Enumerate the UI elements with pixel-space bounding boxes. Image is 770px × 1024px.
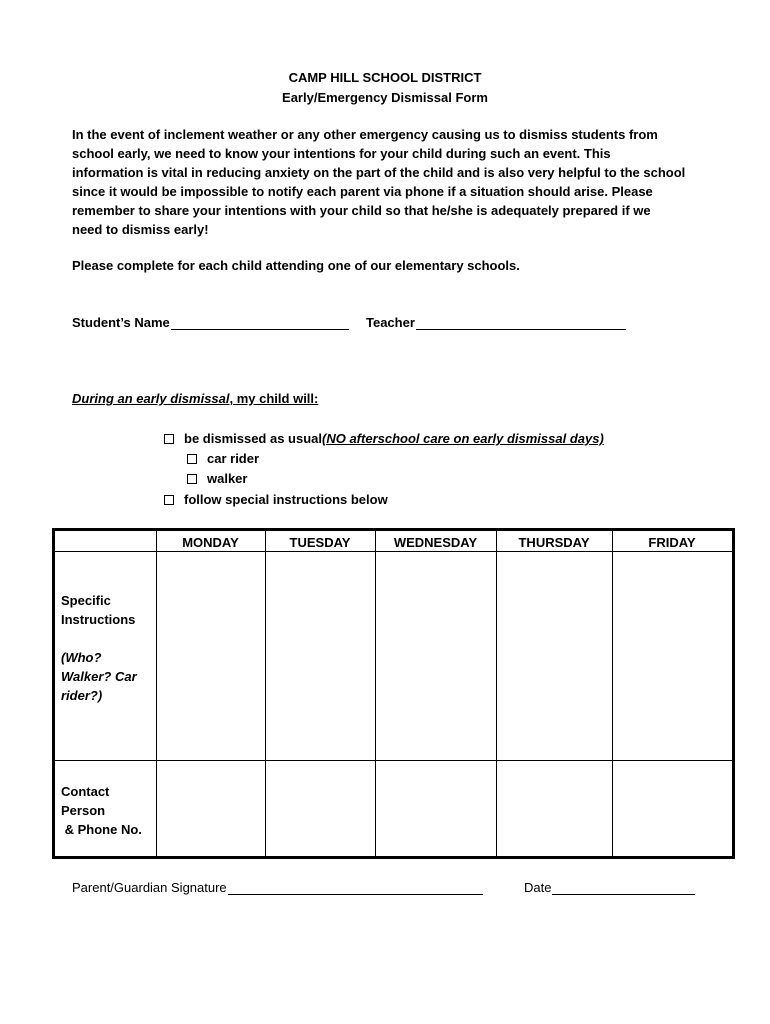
- option-car-rider[interactable]: [187, 451, 259, 466]
- checkbox-walker[interactable]: [187, 474, 197, 484]
- row-note-line: Walker? Car: [61, 669, 137, 684]
- checkbox-special[interactable]: [164, 495, 174, 505]
- teacher-blank[interactable]: [416, 316, 626, 330]
- day-header-wednesday: WEDNESDAY: [393, 535, 478, 550]
- dismissal-heading-rest: , my child will:: [229, 391, 319, 406]
- dismissal-heading: [72, 391, 318, 406]
- table-divider: [496, 531, 497, 856]
- teacher-field[interactable]: [366, 315, 626, 330]
- option-car-rider-label: car rider: [207, 451, 260, 466]
- option-walker[interactable]: [187, 471, 247, 486]
- row-label-line: Instructions: [61, 612, 136, 627]
- form-title: Early/Emergency Dismissal Form: [282, 90, 488, 105]
- district-name: CAMP HILL SCHOOL DISTRICT: [288, 70, 482, 85]
- table-divider: [265, 531, 266, 856]
- day-header-tuesday: TUESDAY: [289, 535, 351, 550]
- signature-field[interactable]: [72, 880, 483, 895]
- row-label-line: Person: [61, 803, 106, 818]
- row-label-instructions: [61, 591, 156, 705]
- complete-note: Please complete for each child attending one of our elementary schools.: [72, 258, 520, 273]
- row-label-contact: [61, 782, 156, 839]
- checkbox-usual[interactable]: [164, 434, 174, 444]
- option-special[interactable]: [164, 492, 388, 507]
- checkbox-car-rider[interactable]: [187, 454, 197, 464]
- option-usual-label: be dismissed as usual: [184, 431, 323, 446]
- date-blank[interactable]: [552, 881, 695, 895]
- row-label-line: Contact: [61, 784, 110, 799]
- row-note-line: (Who?: [61, 650, 102, 665]
- row-label-line: Specific: [61, 593, 111, 608]
- option-walker-label: walker: [207, 471, 248, 486]
- schedule-table: [52, 528, 735, 859]
- date-field[interactable]: [524, 880, 695, 895]
- option-special-label: follow special instructions below: [184, 492, 388, 507]
- signature-blank[interactable]: [228, 881, 483, 895]
- day-header-thursday: THURSDAY: [518, 535, 590, 550]
- date-label: Date: [524, 880, 552, 895]
- day-header-monday: MONDAY: [182, 535, 239, 550]
- student-name-label: Student’s Name: [72, 315, 170, 330]
- option-usual[interactable]: [164, 431, 604, 446]
- teacher-label: Teacher: [366, 315, 415, 330]
- day-header-friday: FRIDAY: [648, 535, 696, 550]
- table-divider: [156, 531, 157, 856]
- signature-label: Parent/Guardian Signature: [72, 880, 227, 895]
- table-divider: [612, 531, 613, 856]
- option-usual-note: (NO afterschool care on early dismissal days): [322, 431, 604, 446]
- intro-paragraph: In the event of inclement weather or any other emergency causing us to dismiss students from school early, we need to know your intentions for your child during such an event. This information is vital in reducing anxiety on the part of the child and is also very helpful to the school since it would be impossible to notify each parent via phone if a situation should arise. Please remember to share your intentions with your child so that he/she is adequately prepared if we need to dismiss early!: [72, 127, 686, 237]
- dismissal-heading-underlined: During an early dismissal: [72, 391, 230, 406]
- table-divider: [375, 531, 376, 856]
- row-label-line: & Phone No.: [61, 822, 142, 837]
- table-divider: [55, 551, 732, 552]
- table-divider: [55, 760, 732, 761]
- student-name-field[interactable]: [72, 315, 349, 330]
- student-name-blank[interactable]: [171, 316, 349, 330]
- row-note-line: rider?): [61, 688, 103, 703]
